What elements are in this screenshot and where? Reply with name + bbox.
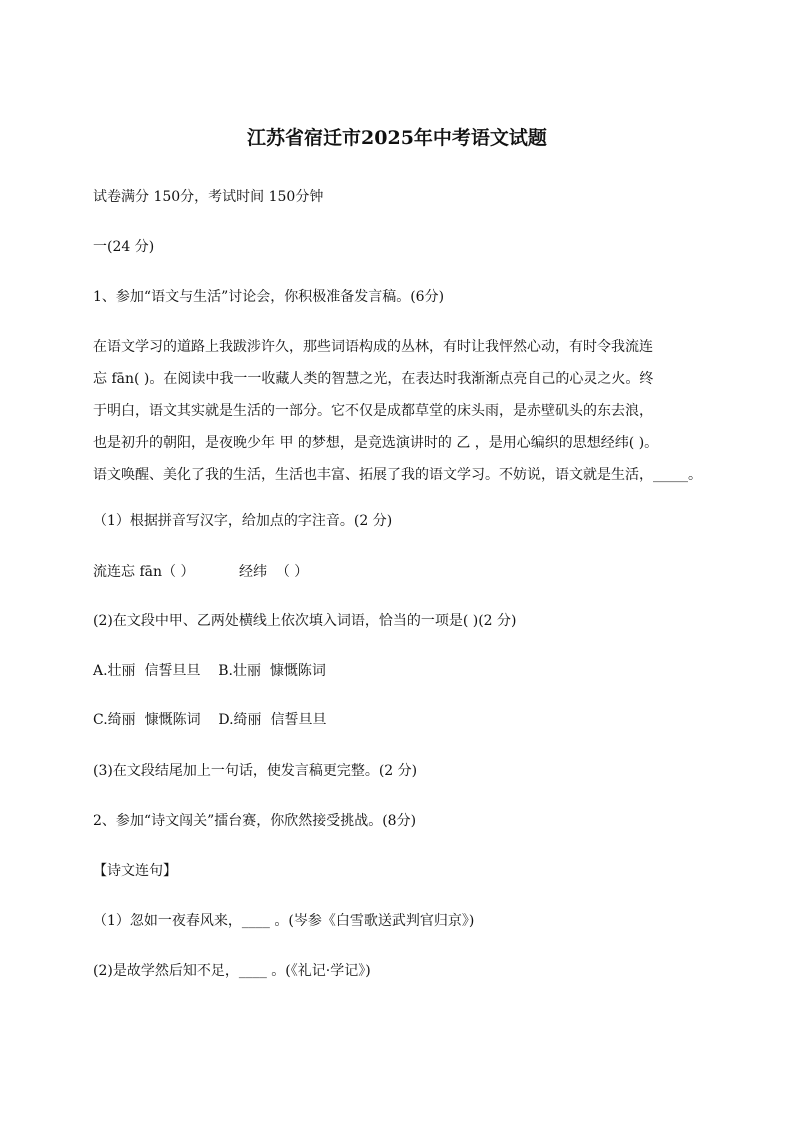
question-1-passage <box>93 336 708 496</box>
section-label: 【诗文连句】 <box>93 863 177 879</box>
question-1-heading: 1、参加“语文与生活”讨论会，你积极准备发言稿。(6分) <box>93 289 445 305</box>
sub-question-1: （1）根据拼音写汉字，给加点的字注音。(2 分) <box>93 513 393 529</box>
passage-line: 忘 fān( )。在阅读中我一一收藏人类的智慧之光，在表达时我渐渐点亮自己的心灵之火。终 <box>93 371 654 387</box>
section-heading: 一(24 分) <box>93 239 155 255</box>
question-2-heading: 2、参加“诗文闯关”擂台赛，你欣然接受挑战。(8分) <box>93 813 417 829</box>
sub-question-3: (3)在文段结尾加上一句话，使发言稿更完整。(2 分) <box>93 763 418 779</box>
exam-meta: 试卷满分 150分，考试时间 150分钟 <box>93 189 324 205</box>
passage-line: 在语文学习的道路上我跋涉许久，那些词语构成的丛林，有时让我怦然心动，有时令我流连 <box>93 339 653 355</box>
options-c-d: C.绮丽 慷慨陈词 D.绮丽 信誓旦旦 <box>93 712 327 728</box>
poem-item-2: (2)是故学然后知不足，____ 。(《礼记·学记》) <box>93 963 371 979</box>
passage-line: 也是初升的朝阳，是夜晚少年 甲 的梦想，是竞选演讲时的 乙 ，是用心编织的思想经纬( )。 <box>93 435 659 451</box>
passage-line: 于明白，语文其实就是生活的一部分。它不仅是成都草堂的床头雨，是赤壁矶头的东去浪， <box>93 403 653 419</box>
sub-question-1-answer: 流连忘 fān（ ） 经纬 （ ） <box>93 564 309 580</box>
page-title: 江苏省宿迁市2025年中考语文试题 <box>247 127 547 149</box>
poem-item-1: （1）忽如一夜春风来，____ 。(岑参《白雪歌送武判官归京》) <box>93 913 475 929</box>
sub-question-2: (2)在文段中甲、乙两处横线上依次填入词语，恰当的一项是( )(2 分) <box>93 613 517 629</box>
passage-line: 语文唤醒、美化了我的生活，生活也丰富、拓展了我的语文学习。不妨说，语文就是生活，_____。 <box>93 467 702 483</box>
options-a-b: A.壮丽 信誓旦旦 B.壮丽 慷慨陈词 <box>93 663 326 679</box>
